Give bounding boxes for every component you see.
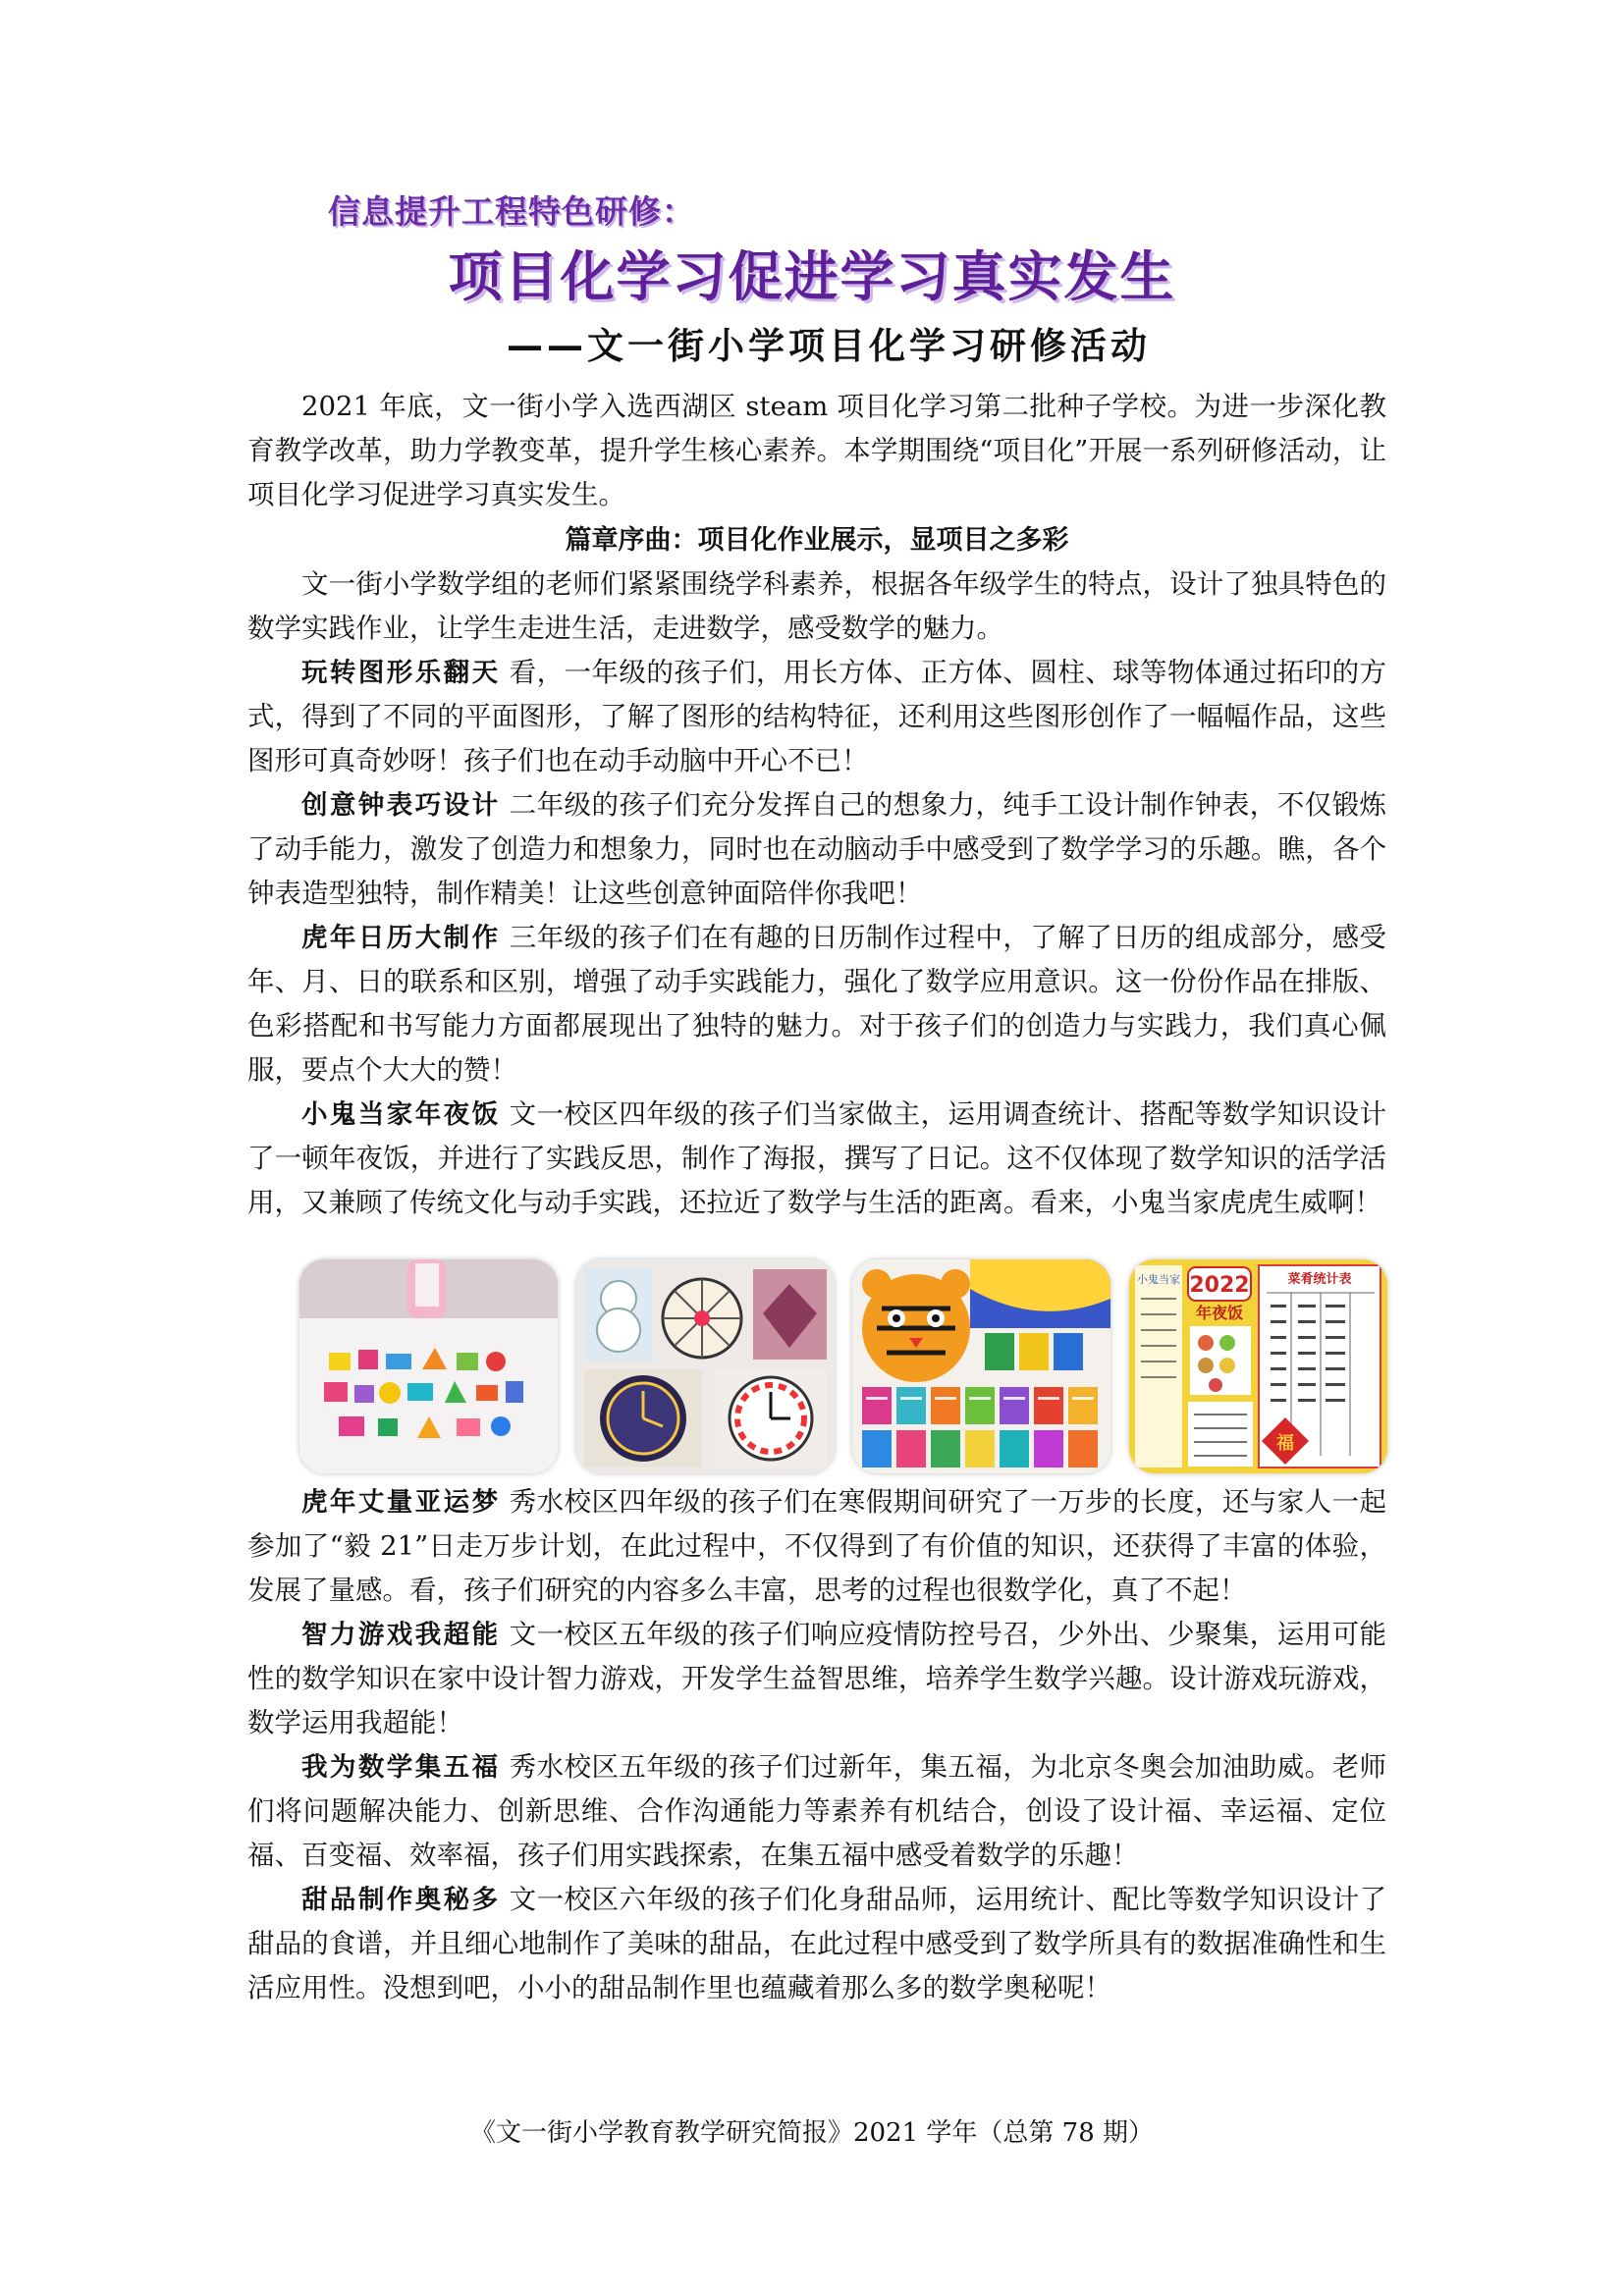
page-subtitle: ——文一街小学项目化学习研修活动 (507, 325, 1151, 367)
photo-dinner-poster (1129, 1259, 1387, 1473)
project-paragraph-shapes (247, 651, 1386, 783)
article-body-top (247, 385, 1386, 1225)
project-text: 三年级的孩子们在有趣的日历制作过程中，了解了日历的组成部分，感受年、月、日的联系和区别，增强了动手实践能力，强化了数学应用意识。这一份份作品在排版、色彩搭配和书写能力方面都展现出了独特的魅力。对于孩子们的创造力与实践力，我们真心佩服，要点个大大的赞！ (247, 922, 1386, 1086)
project-paragraph-five-fu (247, 1745, 1386, 1878)
clocks-illustration (576, 1259, 835, 1473)
project-lead: 虎年日历大制作 (301, 923, 501, 953)
project-text: 看，一年级的孩子们，用长方体、正方体、圆柱、球等物体通过拓印的方式，得到了不同的平面图形，了解了图形的结构特征，还利用这些图形创作了一幅幅作品，这些图形可真奇妙呀！孩子们也在动手动脑中开心不已！ (247, 657, 1386, 776)
page-footer: 《文一街小学教育教学研究简报》2021 学年（总第 78 期） (469, 2118, 1155, 2148)
photo-gallery (299, 1259, 1384, 1475)
shapes-illustration (299, 1259, 558, 1473)
project-lead: 甜品制作奥秘多 (301, 1885, 501, 1915)
photo-shapes (299, 1259, 558, 1473)
project-text: 二年级的孩子们充分发挥自己的想象力，纯手工设计制作钟表，不仅锻炼了动手能力，激发了创造力和想象力，同时也在动脑动手中感受到了数学学习的乐趣。瞧，各个钟表造型独特，制作精美！让这些创意钟面陪伴你我吧！ (247, 789, 1386, 909)
project-paragraph-games (247, 1613, 1386, 1745)
poster-title: 年夜饭 (1195, 1304, 1244, 1322)
photo-clocks (576, 1259, 835, 1473)
project-paragraph-dessert (247, 1878, 1386, 2010)
article-body-bottom (247, 1480, 1386, 2010)
project-lead: 智力游戏我超能 (301, 1620, 501, 1650)
project-paragraph-clock (247, 783, 1386, 916)
project-paragraph-dinner (247, 1093, 1386, 1225)
dinner-poster-illustration (1129, 1259, 1387, 1473)
project-text: 秀水校区五年级的孩子们过新年，集五福，为北京冬奥会加油助威。老师们将问题解决能力、创新思维、合作沟通能力等素养有机结合，创设了设计福、幸运福、定位福、百变福、效率福，孩子们用实践探索，在集五福中感受着数学的乐趣！ (247, 1751, 1386, 1871)
poster-chart-title: 菜肴统计表 (1287, 1272, 1352, 1287)
project-lead: 小鬼当家年夜饭 (301, 1099, 501, 1130)
project-text: 文一校区五年级的孩子们响应疫情防控号召，少外出、少聚集，运用可能性的数学知识在家中设计智力游戏，开发学生益智思维，培养学生数学兴趣。设计游戏玩游戏，数学运用我超能！ (247, 1619, 1386, 1738)
poster-side-label: 小鬼当家 (1137, 1273, 1180, 1286)
project-lead: 玩转图形乐翻天 (301, 658, 501, 688)
tiger-calendar-illustration (852, 1259, 1110, 1473)
photo-tiger-calendar (852, 1259, 1110, 1473)
section-heading: 篇章序曲：项目化作业展示，显项目之多彩 (565, 525, 1069, 556)
project-paragraph-steps (247, 1480, 1386, 1613)
page-title: 项目化学习促进学习真实发生 (448, 245, 1176, 308)
project-text: 秀水校区四年级的孩子们在寒假期间研究了一万步的长度，还与家人一起参加了“毅 21”日走万步计划，在此过程中，不仅得到了有价值的知识，还获得了丰富的体验，发展了量感。看，孩子们研究的内容多么丰富，思考的过程也很数学化，真了不起！ (247, 1486, 1386, 1606)
project-text: 文一校区六年级的孩子们化身甜品师，运用统计、配比等数学知识设计了甜品的食谱，并且细心地制作了美味的甜品，在此过程中感受到了数学所具有的数据准确性和生活应用性。没想到吧，小小的甜品制作里也蕴藏着那么多的数学奥秘呢！ (247, 1884, 1386, 2003)
project-text: 文一校区四年级的孩子们当家做主，运用调查统计、搭配等数学知识设计了一顿年夜饭，并进行了实践反思，制作了海报，撰写了日记。这不仅体现了数学知识的活学活用，又兼顾了传统文化与动手实践，还拉近了数学与生活的距离。看来，小鬼当家虎虎生威啊！ (247, 1098, 1386, 1218)
poster-fu: 福 (1276, 1433, 1294, 1454)
project-lead: 创意钟表巧设计 (301, 790, 501, 821)
project-paragraph-calendar (247, 916, 1386, 1093)
poster-year: 2022 (1189, 1273, 1250, 1298)
header-kicker: 信息提升工程特色研修： (328, 192, 695, 231)
intro-paragraph: 2021 年底，文一街小学入选西湖区 steam 项目化学习第二批种子学校。为进一步深化教育教学改革，助力学教变革，提升学生核心素养。本学期围绕“项目化”开展一系列研修活动，让项目化学习促进学习真实发生。 (247, 391, 1386, 510)
project-lead: 我为数学集五福 (301, 1752, 501, 1783)
section-intro-paragraph: 文一街小学数学组的老师们紧紧围绕学科素养，根据各年级学生的特点，设计了独具特色的数学实践作业，让学生走进生活，走进数学，感受数学的魅力。 (247, 568, 1386, 644)
project-lead: 虎年丈量亚运梦 (301, 1487, 501, 1518)
